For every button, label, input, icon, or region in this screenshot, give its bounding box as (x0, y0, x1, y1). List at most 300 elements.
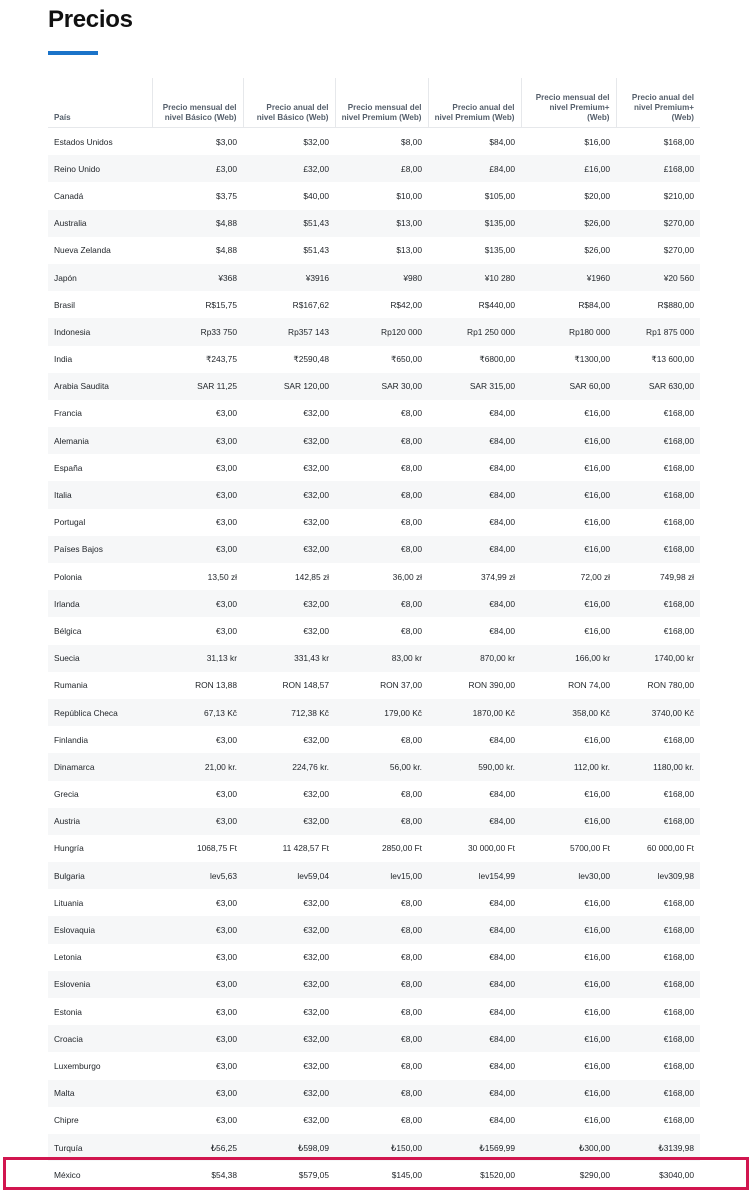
cell-premium-plus-monthly: £16,00 (521, 155, 616, 182)
cell-premium-plus-monthly: $26,00 (584, 245, 610, 256)
cell-premium-monthly: €8,00 (401, 1006, 422, 1017)
cell-premium-annual: €84,00 (489, 625, 515, 636)
cell-basic-monthly: $4,88 (216, 245, 237, 256)
cell-premium-annual: RON 390,00 (468, 680, 515, 691)
cell-country: Reino Unido (48, 155, 152, 182)
cell-premium-plus-annual: ¥20 560 (616, 264, 700, 291)
cell-basic-monthly: €3,00 (152, 971, 243, 998)
table-row (48, 155, 700, 182)
column-header-premium-plus-annual: Precio anual del nivel Premium+ (Web) (616, 78, 700, 128)
cell-country: Estados Unidos (54, 136, 113, 147)
cell-basic-monthly: €3,00 (216, 625, 237, 636)
cell-country: Japón (48, 264, 152, 291)
cell-premium-plus-monthly: SAR 60,00 (521, 373, 616, 400)
cell-country: Canadá (54, 190, 84, 201)
cell-premium-monthly: €8,00 (335, 971, 428, 998)
cell-premium-monthly: €8,00 (401, 952, 422, 963)
cell-basic-annual: €32,00 (243, 808, 335, 835)
cell-country: Letonia (54, 952, 82, 963)
cell-basic-monthly: SAR 11,25 (152, 373, 243, 400)
cell-basic-annual: €32,00 (303, 789, 329, 800)
cell-premium-monthly: £8,00 (335, 155, 428, 182)
cell-country: Chipre (54, 1115, 79, 1126)
cell-country: Países Bajos (48, 536, 152, 563)
cell-premium-plus-monthly: 112,00 kr. (521, 753, 616, 780)
cell-premium-annual: £84,00 (428, 155, 521, 182)
cell-basic-annual: £32,00 (243, 155, 335, 182)
cell-premium-annual: €84,00 (428, 1080, 521, 1107)
table-row (48, 862, 700, 889)
table-row (48, 400, 700, 427)
cell-country: Australia (48, 210, 152, 237)
cell-premium-annual: €84,00 (489, 1060, 515, 1071)
table-row (48, 998, 700, 1025)
cell-basic-monthly: €3,00 (152, 427, 243, 454)
cell-basic-annual: 224,76 kr. (243, 753, 335, 780)
table-row (48, 210, 700, 237)
cell-premium-plus-annual: SAR 630,00 (616, 373, 700, 400)
cell-basic-annual: €32,00 (243, 481, 335, 508)
cell-premium-plus-monthly: 72,00 zł (580, 571, 610, 582)
cell-premium-monthly: 36,00 zł (392, 571, 422, 582)
table-row (48, 1052, 700, 1079)
cell-premium-annual: €84,00 (489, 897, 515, 908)
cell-country: Francia (54, 408, 82, 419)
cell-premium-monthly: €8,00 (335, 1025, 428, 1052)
cell-basic-monthly: ₺56,25 (152, 1134, 243, 1161)
cell-premium-annual: $1520,00 (480, 1169, 515, 1180)
cell-basic-annual: €32,00 (243, 1025, 335, 1052)
cell-basic-monthly: $54,38 (211, 1169, 237, 1180)
cell-premium-annual: €84,00 (489, 462, 515, 473)
cell-premium-monthly: €8,00 (401, 517, 422, 528)
cell-premium-plus-monthly: €16,00 (521, 427, 616, 454)
cell-premium-plus-annual: 1740,00 kr (616, 645, 700, 672)
table-row (48, 808, 700, 835)
cell-basic-annual: $32,00 (303, 136, 329, 147)
cell-premium-monthly: €8,00 (401, 1115, 422, 1126)
table-row (48, 1107, 700, 1134)
cell-country: Lituania (54, 897, 84, 908)
cell-country: Estonia (54, 1006, 82, 1017)
cell-premium-plus-annual: RON 780,00 (647, 680, 694, 691)
cell-premium-plus-annual: €168,00 (616, 427, 700, 454)
table-row (48, 128, 700, 156)
cell-premium-annual: ¥10 280 (428, 264, 521, 291)
table-row (48, 454, 700, 481)
cell-basic-monthly: €3,00 (216, 1006, 237, 1017)
cell-country: México (54, 1169, 81, 1180)
cell-country: Italia (48, 481, 152, 508)
cell-premium-plus-monthly: $26,00 (521, 210, 616, 237)
cell-basic-monthly: €3,00 (216, 408, 237, 419)
cell-premium-plus-annual: ₹13 600,00 (651, 354, 694, 365)
cell-country: Dinamarca (48, 753, 152, 780)
cell-premium-plus-annual: 749,98 zł (660, 571, 694, 582)
cell-premium-plus-annual: €168,00 (663, 1115, 694, 1126)
table-row (48, 672, 700, 699)
cell-premium-annual: €84,00 (428, 427, 521, 454)
cell-premium-plus-annual: €168,00 (616, 536, 700, 563)
cell-premium-annual: 1870,00 Kč (428, 699, 521, 726)
table-row (48, 291, 700, 318)
cell-basic-monthly: R$15,75 (205, 299, 237, 310)
cell-basic-monthly: £3,00 (152, 155, 243, 182)
cell-premium-annual: lev154,99 (428, 862, 521, 889)
cell-premium-monthly: 2850,00 Ft (381, 843, 422, 854)
cell-premium-plus-monthly: €16,00 (521, 808, 616, 835)
cell-premium-plus-monthly: $20,00 (584, 190, 610, 201)
cell-country: Eslovaquia (48, 916, 152, 943)
cell-premium-plus-monthly: $290,00 (579, 1169, 610, 1180)
cell-premium-monthly: €8,00 (401, 1060, 422, 1071)
cell-basic-annual: 331,43 kr (243, 645, 335, 672)
cell-country: Luxemburgo (54, 1060, 101, 1071)
table-row (48, 971, 700, 998)
cell-premium-monthly: lev15,00 (335, 862, 428, 889)
cell-basic-monthly: €3,00 (216, 517, 237, 528)
cell-basic-annual: 712,38 Kč (243, 699, 335, 726)
cell-country: India (54, 354, 73, 365)
column-header-premium-plus-monthly: Precio mensual del nivel Premium+ (Web) (521, 78, 616, 128)
cell-basic-annual: €32,00 (303, 897, 329, 908)
cell-premium-annual: Rp1 250 000 (428, 318, 521, 345)
cell-basic-annual: SAR 120,00 (243, 373, 335, 400)
cell-premium-plus-monthly: €16,00 (521, 916, 616, 943)
cell-premium-monthly: €8,00 (335, 427, 428, 454)
cell-premium-plus-annual: $270,00 (616, 210, 700, 237)
cell-basic-monthly: 67,13 Kč (152, 699, 243, 726)
table-row (48, 563, 700, 590)
table-row (48, 699, 700, 726)
table-row (48, 536, 700, 563)
cell-premium-plus-annual: €168,00 (663, 462, 694, 473)
cell-country: Portugal (54, 517, 86, 528)
cell-basic-annual: €32,00 (243, 916, 335, 943)
cell-country: Suecia (48, 645, 152, 672)
table-row (48, 1161, 700, 1188)
cell-premium-monthly: ¥980 (335, 264, 428, 291)
cell-basic-monthly: Rp33 750 (152, 318, 243, 345)
cell-premium-plus-annual: $168,00 (663, 136, 694, 147)
cell-basic-monthly: €3,00 (152, 481, 243, 508)
cell-premium-plus-monthly: €16,00 (584, 625, 610, 636)
cell-basic-annual: €32,00 (303, 734, 329, 745)
cell-premium-monthly: €8,00 (335, 536, 428, 563)
cell-premium-annual: ₺1569,99 (428, 1134, 521, 1161)
cell-premium-plus-monthly: €16,00 (584, 1060, 610, 1071)
column-header-country: País (48, 78, 152, 128)
cell-premium-plus-annual: €168,00 (663, 734, 694, 745)
cell-premium-plus-monthly: €16,00 (584, 897, 610, 908)
cell-premium-monthly: RON 37,00 (380, 680, 422, 691)
cell-basic-monthly: €3,00 (152, 590, 243, 617)
cell-premium-plus-monthly: $16,00 (584, 136, 610, 147)
cell-basic-monthly: $4,88 (152, 210, 243, 237)
cell-premium-plus-annual: $3040,00 (659, 1169, 694, 1180)
cell-basic-monthly: ₹243,75 (206, 354, 237, 365)
cell-premium-monthly: €8,00 (401, 789, 422, 800)
cell-premium-monthly: ₺150,00 (335, 1134, 428, 1161)
cell-premium-annual: €84,00 (428, 808, 521, 835)
cell-premium-plus-annual: €168,00 (616, 916, 700, 943)
cell-country: Bélgica (54, 625, 82, 636)
cell-premium-plus-monthly: €16,00 (584, 1115, 610, 1126)
cell-basic-annual: €32,00 (243, 427, 335, 454)
cell-basic-annual: $51,43 (243, 210, 335, 237)
cell-premium-plus-monthly: ₺300,00 (521, 1134, 616, 1161)
cell-premium-monthly: €8,00 (401, 625, 422, 636)
cell-premium-monthly: 179,00 Kč (335, 699, 428, 726)
cell-premium-annual: $105,00 (484, 190, 515, 201)
table-row (48, 1134, 700, 1161)
cell-basic-annual: ₹2590,48 (293, 354, 329, 365)
cell-premium-monthly: Rp120 000 (335, 318, 428, 345)
cell-premium-plus-annual: 60 000,00 Ft (646, 843, 694, 854)
cell-premium-annual: 590,00 kr. (428, 753, 521, 780)
cell-premium-plus-annual: €168,00 (663, 952, 694, 963)
cell-premium-annual: €84,00 (428, 916, 521, 943)
cell-premium-plus-monthly: €16,00 (521, 481, 616, 508)
cell-basic-annual: €32,00 (243, 971, 335, 998)
cell-premium-monthly: €8,00 (335, 916, 428, 943)
cell-basic-monthly: lev5,63 (152, 862, 243, 889)
cell-premium-monthly: €8,00 (335, 481, 428, 508)
cell-country: Turquía (48, 1134, 152, 1161)
title-underline (48, 51, 98, 55)
cell-premium-annual: ₹6800,00 (479, 354, 515, 365)
table-row (48, 1025, 700, 1052)
cell-premium-annual: SAR 315,00 (428, 373, 521, 400)
cell-basic-monthly: €3,00 (216, 952, 237, 963)
table-row (48, 481, 700, 508)
cell-premium-plus-annual: £168,00 (616, 155, 700, 182)
cell-premium-monthly: €8,00 (401, 734, 422, 745)
cell-basic-monthly: €3,00 (216, 897, 237, 908)
cell-basic-monthly: $3,75 (216, 190, 237, 201)
cell-premium-monthly: €8,00 (401, 408, 422, 419)
cell-premium-plus-annual: €168,00 (616, 481, 700, 508)
cell-basic-monthly: RON 13,88 (195, 680, 237, 691)
cell-country: República Checa (48, 699, 152, 726)
cell-country: Malta (48, 1080, 152, 1107)
cell-premium-monthly: €8,00 (335, 1080, 428, 1107)
cell-premium-plus-annual: 3740,00 Kč (616, 699, 700, 726)
cell-basic-monthly: 1068,75 Ft (196, 843, 237, 854)
cell-premium-plus-annual: R$880,00 (657, 299, 694, 310)
cell-premium-annual: €84,00 (428, 1025, 521, 1052)
cell-premium-annual: €84,00 (489, 789, 515, 800)
cell-premium-annual: €84,00 (489, 952, 515, 963)
cell-basic-monthly: €3,00 (216, 789, 237, 800)
cell-basic-annual: €32,00 (303, 462, 329, 473)
cell-premium-plus-annual: €168,00 (616, 1080, 700, 1107)
cell-country: Bulgaria (48, 862, 152, 889)
cell-premium-annual: €84,00 (489, 1006, 515, 1017)
table-row (48, 182, 700, 209)
table-row (48, 726, 700, 753)
cell-premium-plus-monthly: 5700,00 Ft (569, 843, 610, 854)
cell-premium-annual: €84,00 (428, 590, 521, 617)
cell-basic-annual: €32,00 (303, 517, 329, 528)
cell-premium-annual: €84,00 (489, 734, 515, 745)
cell-premium-plus-monthly: €16,00 (521, 536, 616, 563)
cell-country: Arabia Saudita (48, 373, 152, 400)
cell-basic-monthly: €3,00 (152, 536, 243, 563)
cell-premium-plus-annual: $210,00 (663, 190, 694, 201)
cell-premium-annual: $135,00 (428, 210, 521, 237)
cell-premium-plus-annual: €168,00 (663, 408, 694, 419)
cell-basic-annual: €32,00 (303, 952, 329, 963)
cell-basic-monthly: ¥368 (152, 264, 243, 291)
cell-premium-plus-monthly: €16,00 (584, 408, 610, 419)
cell-premium-annual: 30 000,00 Ft (467, 843, 515, 854)
cell-premium-plus-annual: €168,00 (663, 789, 694, 800)
cell-basic-annual: €32,00 (303, 1115, 329, 1126)
table-row (48, 1080, 700, 1107)
table-row (48, 509, 700, 536)
cell-basic-annual: Rp357 143 (243, 318, 335, 345)
cell-premium-plus-annual: €168,00 (616, 808, 700, 835)
cell-basic-monthly: $3,00 (216, 136, 237, 147)
table-row (48, 237, 700, 264)
table-row (48, 645, 700, 672)
cell-basic-monthly: €3,00 (216, 1115, 237, 1126)
cell-premium-plus-monthly: €16,00 (521, 1025, 616, 1052)
column-header-premium-monthly: Precio mensual del nivel Premium (Web) (335, 78, 428, 128)
cell-basic-annual: lev59,04 (243, 862, 335, 889)
cell-premium-annual: €84,00 (428, 536, 521, 563)
cell-premium-annual: €84,00 (428, 971, 521, 998)
cell-basic-annual: €32,00 (303, 625, 329, 636)
table-row (48, 944, 700, 971)
cell-premium-plus-monthly: €16,00 (521, 1080, 616, 1107)
table-row (48, 753, 700, 780)
cell-premium-plus-monthly: €16,00 (584, 517, 610, 528)
table-row (48, 590, 700, 617)
cell-country: Finlandia (54, 734, 88, 745)
cell-premium-annual: R$440,00 (478, 299, 515, 310)
cell-premium-annual: $84,00 (489, 136, 515, 147)
cell-basic-annual: $40,00 (303, 190, 329, 201)
cell-basic-annual: $51,43 (303, 245, 329, 256)
table-row (48, 373, 700, 400)
cell-country: España (54, 462, 83, 473)
pricing-table-body (48, 128, 700, 1189)
column-header-basic-monthly: Precio mensual del nivel Básico (Web) (152, 78, 243, 128)
cell-premium-plus-annual: €168,00 (616, 1025, 700, 1052)
cell-premium-annual: €84,00 (428, 481, 521, 508)
pricing-table-header (48, 78, 700, 128)
cell-basic-annual: €32,00 (303, 408, 329, 419)
table-row (48, 916, 700, 943)
cell-premium-monthly: SAR 30,00 (335, 373, 428, 400)
pricing-table (48, 78, 700, 1188)
cell-basic-annual: ¥3916 (243, 264, 335, 291)
table-row (48, 318, 700, 345)
cell-basic-annual: 142,85 zł (295, 571, 329, 582)
cell-premium-monthly: $145,00 (391, 1169, 422, 1180)
cell-basic-monthly: 31,13 kr (152, 645, 243, 672)
cell-basic-monthly: €3,00 (152, 916, 243, 943)
cell-basic-monthly: €3,00 (216, 1060, 237, 1071)
cell-premium-annual: $135,00 (484, 245, 515, 256)
cell-premium-monthly: $13,00 (335, 210, 428, 237)
cell-premium-plus-monthly: lev30,00 (521, 862, 616, 889)
table-row (48, 427, 700, 454)
cell-premium-monthly: 56,00 kr. (335, 753, 428, 780)
table-row (48, 264, 700, 291)
cell-premium-monthly: $10,00 (396, 190, 422, 201)
cell-basic-monthly: 21,00 kr. (152, 753, 243, 780)
cell-premium-annual: 374,99 zł (481, 571, 515, 582)
cell-premium-plus-monthly: €16,00 (584, 789, 610, 800)
cell-premium-annual: 870,00 kr (428, 645, 521, 672)
cell-premium-plus-monthly: €16,00 (584, 462, 610, 473)
cell-basic-annual: R$167,62 (292, 299, 329, 310)
column-header-basic-annual: Precio anual del nivel Básico (Web) (243, 78, 335, 128)
cell-premium-plus-annual: €168,00 (663, 897, 694, 908)
cell-country: Hungría (54, 843, 84, 854)
cell-premium-plus-annual: lev309,98 (616, 862, 700, 889)
cell-basic-monthly: €3,00 (152, 1025, 243, 1052)
cell-premium-monthly: €8,00 (335, 808, 428, 835)
cell-basic-monthly: €3,00 (216, 734, 237, 745)
cell-country: Irlanda (48, 590, 152, 617)
table-row (48, 835, 700, 862)
page-title: Precios (48, 6, 133, 33)
cell-basic-monthly: €3,00 (152, 808, 243, 835)
cell-premium-monthly: €8,00 (335, 590, 428, 617)
cell-basic-monthly: 13,50 zł (207, 571, 237, 582)
cell-country: Polonia (54, 571, 82, 582)
cell-premium-plus-monthly: RON 74,00 (568, 680, 610, 691)
cell-premium-monthly: $13,00 (396, 245, 422, 256)
cell-premium-plus-monthly: €16,00 (521, 590, 616, 617)
cell-premium-plus-annual: €168,00 (616, 971, 700, 998)
cell-premium-plus-monthly: €16,00 (584, 952, 610, 963)
cell-premium-monthly: $8,00 (401, 136, 422, 147)
cell-premium-plus-annual: €168,00 (663, 1060, 694, 1071)
cell-premium-plus-annual: 1180,00 kr. (616, 753, 700, 780)
cell-premium-plus-monthly: R$84,00 (578, 299, 610, 310)
cell-premium-plus-monthly: Rp180 000 (521, 318, 616, 345)
cell-premium-plus-annual: Rp1 875 000 (616, 318, 700, 345)
cell-basic-annual: €32,00 (243, 536, 335, 563)
cell-premium-annual: €84,00 (489, 1115, 515, 1126)
cell-basic-annual: ₺598,09 (243, 1134, 335, 1161)
table-row (48, 617, 700, 644)
cell-country: Alemania (48, 427, 152, 454)
cell-premium-annual: €84,00 (489, 517, 515, 528)
table-row (48, 781, 700, 808)
cell-premium-plus-monthly: ₹1300,00 (574, 354, 610, 365)
cell-basic-monthly: €3,00 (216, 462, 237, 473)
cell-premium-plus-annual: €168,00 (616, 590, 700, 617)
cell-basic-annual: €32,00 (303, 1006, 329, 1017)
cell-basic-annual: €32,00 (303, 1060, 329, 1071)
column-header-premium-annual: Precio anual del nivel Premium (Web) (428, 78, 521, 128)
cell-premium-annual: €84,00 (489, 408, 515, 419)
cell-country: Grecia (54, 789, 79, 800)
header-row (48, 78, 700, 128)
cell-premium-plus-annual: €168,00 (663, 625, 694, 636)
cell-premium-plus-monthly: ¥1960 (521, 264, 616, 291)
cell-basic-annual: €32,00 (243, 590, 335, 617)
cell-basic-annual: RON 148,57 (282, 680, 329, 691)
cell-premium-monthly: R$42,00 (390, 299, 422, 310)
table-row (48, 889, 700, 916)
